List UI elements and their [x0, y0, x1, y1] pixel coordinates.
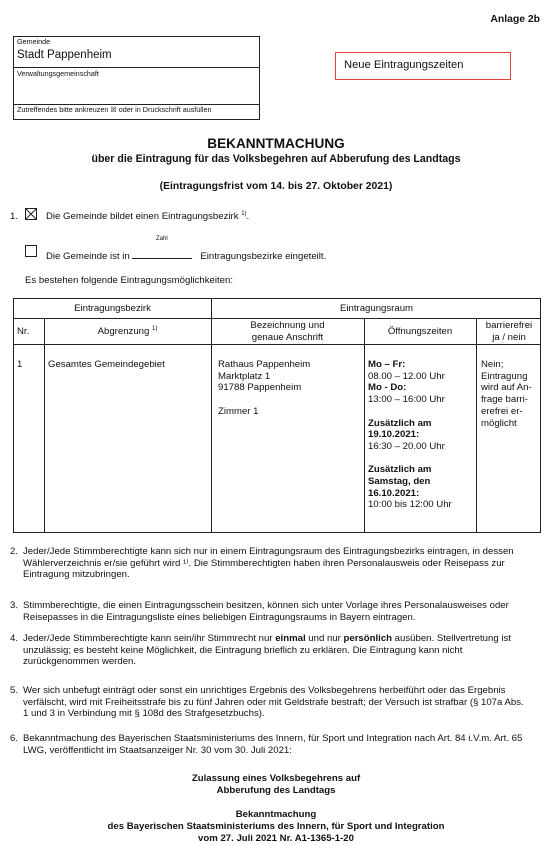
checkbox-single-district[interactable] [25, 208, 37, 220]
abgrenzung-label: Abgrenzung [97, 326, 150, 338]
number-hint: Zahl [156, 236, 168, 242]
barrierefrei-line: frage barri- [481, 394, 528, 406]
divider [14, 67, 259, 68]
anschrift-line: Bezeichnung und [250, 320, 325, 331]
header-abgrenzung [44, 326, 211, 338]
hours-line: 16.10.2021: [368, 487, 420, 499]
address-line: Marktplatz 1 [218, 370, 271, 382]
check-mark-icon [26, 209, 36, 219]
paragraph-number: 6. [10, 733, 19, 744]
admission-heading-1: Zulassung eines Volksbegehrens auf [191, 773, 361, 784]
barriere-line: barrierefrei [485, 320, 533, 331]
header-eintragungsraum: Eintragungsraum [339, 303, 414, 314]
hours-line: 08.00 – 12.00 Uhr [368, 370, 445, 382]
option-multiple-districts [46, 250, 326, 263]
option-single-label: Die Gemeinde bildet einen Eintragungsbezirk [46, 211, 239, 223]
barrierefrei-line: Eintragung [481, 370, 528, 382]
footnote-ref: 1) [241, 211, 247, 217]
registration-period: (Eintragungsfrist vom 14. bis 27. Oktober 2021) [159, 181, 393, 192]
paragraph-number: 5. [10, 685, 19, 696]
hours-line: 13:00 – 16:00 Uhr [368, 394, 445, 406]
row-divider [14, 344, 540, 345]
row-abgrenzung: Gesamtes Gemeindegebiet [48, 359, 165, 370]
registration-table [13, 298, 541, 533]
barriere-line: ja / nein [492, 331, 526, 343]
anschrift-line: genaue Anschrift [251, 331, 324, 343]
hours-line: 16:30 – 20.00 Uhr [368, 440, 445, 452]
paragraph-text: Jeder/Jede Stimmberechtigte kann sich nur in einem Eintragungsraum des Eintragungsbezirks eintragen, in dessen Wählerverzeichnis er/sie geführt wird ¹⁾. Die Stimmberechtigten haben ihren Personalausweis oder Reisepass zur Eintragung mitzubringen. [23, 546, 514, 581]
municipality-box [13, 36, 260, 120]
text-run: Jeder/Jede Stimmberechtigte kann sein/ihr Stimmrecht nur [23, 633, 276, 644]
hours-line: Samstag, den [368, 476, 431, 488]
hours-line: Mo – Fr: [368, 359, 406, 370]
hours-line: Zusätzlich am [368, 417, 432, 429]
row-address [218, 359, 310, 418]
gemeinde-label: Gemeinde [17, 37, 51, 46]
col-divider [364, 318, 365, 532]
paragraph-number: 2. [10, 546, 19, 557]
annex-label: Anlage 2b [490, 14, 540, 25]
col-divider [44, 318, 45, 532]
options-intro: Es bestehen folgende Eintragungsmöglichkeiten: [25, 275, 234, 286]
hours-line [368, 406, 452, 418]
paragraph-text: Wer sich unbefugt einträgt oder sonst ein unrichtiges Ergebnis des Volksbegehrens herbeiführt oder das Ergebnis verfälscht, wird mit Freiheitsstrafe bis zu fünf Jahren oder mit Geldstrafe bestraft; der Versuch ist strafbar (§ 107a Abs. 1 und 3 in Verbindung mit § 108d des Strafgesetzbuchs). [23, 685, 524, 720]
item-number: 1. [10, 211, 19, 222]
option-single-district: Die Gemeinde bildet einen Eintragungsbezirk $^{1)}$. [46, 211, 250, 223]
text-run: ausüben. Stellvertretung ist unzulässig; es besteht keine Möglichkeit, die Eintragung brieflich zu erklären. Die Eintragung kann nicht zurückgenommen werden. [23, 633, 511, 668]
page-subtitle: über die Eintragung für das Volksbegehren auf Abberufung des Landtags [91, 153, 461, 165]
vg-label: Verwaltungsgemeinschaft [17, 69, 99, 78]
row-hours [368, 359, 452, 511]
barrierefrei-line: wird auf An- [481, 382, 532, 394]
row-barrierefrei [481, 359, 532, 429]
notice-heading: Bekanntmachung [235, 809, 317, 820]
header-anschrift [211, 320, 364, 343]
address-line: Rathaus Pappenheim [218, 359, 311, 370]
ministry-line: des Bayerischen Staatsministeriums des Innern, für Sport und Integration [107, 821, 445, 832]
fill-instruction: Zutreffendes bitte ankreuzen ☒ oder in Druckschrift ausfüllen [17, 105, 212, 114]
header-barrierefrei [476, 320, 542, 343]
barrierefrei-line: erefrei er- [481, 405, 523, 417]
address-line: 91788 Pappenheim [218, 382, 302, 394]
hours-line [368, 453, 452, 465]
row-divider [14, 318, 540, 319]
row-nr: 1 [17, 359, 23, 370]
paragraph-number: 3. [10, 600, 19, 611]
barrierefrei-line: möglicht [481, 417, 517, 429]
option-multiple-pre: Die Gemeinde ist in [46, 251, 130, 262]
hours-line: 19.10.2021: [368, 429, 420, 441]
header-eintragungsbezirk: Eintragungsbezirk [74, 303, 151, 314]
notice-date-line: vom 27. Juli 2021 Nr. A1-1365-1-20 [198, 833, 354, 844]
district-count-field[interactable] [132, 250, 192, 259]
gemeinde-value: Stadt Pappenheim [17, 49, 112, 61]
hours-line: Mo - Do: [368, 382, 407, 394]
header-nr: Nr. [17, 326, 30, 337]
text-run: und nur [305, 633, 344, 644]
checkbox-multiple-districts[interactable] [25, 245, 37, 257]
option-multiple-post: Eintragungsbezirke eingeteilt. [200, 251, 327, 262]
new-times-stamp: Neue Eintragungszeiten [335, 52, 511, 80]
paragraph-text [23, 633, 530, 668]
col-divider [476, 318, 477, 532]
barrierefrei-line: Nein; [481, 359, 504, 370]
hours-line: Zusätzlich am [368, 464, 432, 476]
paragraph-text: Stimmberechtigte, die einen Eintragungsschein besitzen, können sich unter Vorlage ihres Personalausweises oder Reisepasses in die Eintragungsliste eines beliebigen Eintragungsraums in Bayern eintragen. [23, 600, 509, 623]
header-zeiten: Öffnungszeiten [387, 326, 453, 337]
paragraph-text: Bekanntmachung des Bayerischen Staatsministeriums des Innern, für Sport und Integration nach Art. 84 i.V.m. Art. 65 LWG, veröffentlicht im Staatsanzeiger Nr. 30 vom 30. Juli 2021: [23, 733, 523, 756]
footnote-ref: 1) [152, 326, 158, 332]
address-line [218, 394, 310, 406]
paragraph-number: 4. [10, 633, 19, 644]
address-line: Zimmer 1 [218, 405, 259, 417]
hours-line: 10:00 bis 12:00 Uhr [368, 499, 452, 511]
admission-heading-2: Abberufung des Landtags [216, 785, 336, 796]
text-run: einmal [275, 633, 306, 644]
page-title: BEKANNTMACHUNG [207, 136, 345, 151]
text-run: persönlich [343, 633, 393, 644]
